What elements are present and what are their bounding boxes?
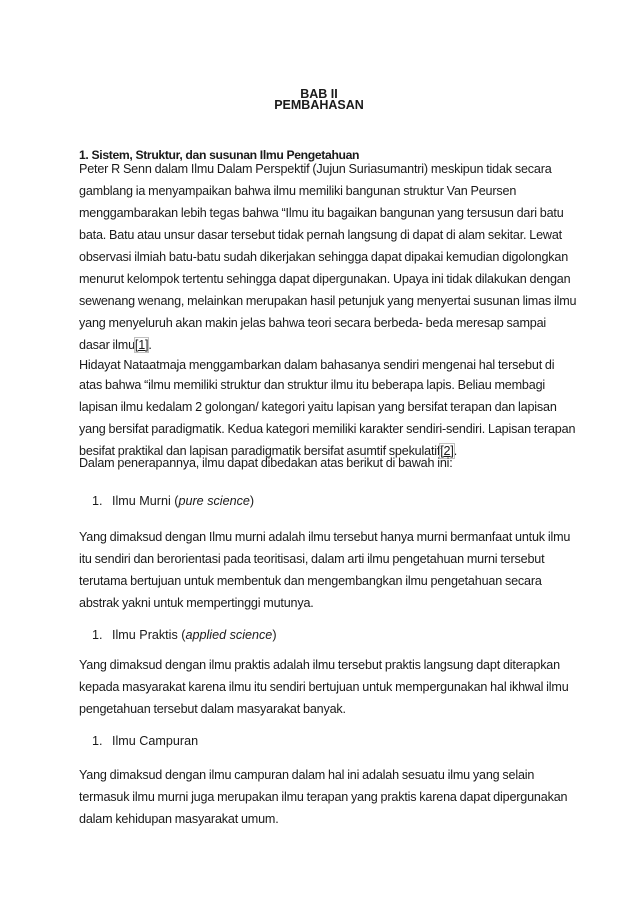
text-line: dalam kehidupan masyarakat umum.	[79, 812, 279, 826]
section-title: 1. Sistem, Struktur, dan susunan Ilmu Pengetahuan	[79, 148, 360, 162]
list-item	[92, 490, 254, 512]
text-line: pengetahuan tersebut dalam masyarakat banyak.	[79, 702, 346, 716]
text-fragment: .	[453, 444, 458, 458]
list-item	[92, 730, 198, 752]
text-line: sewenang wenang, melainkan merupakan hasil petunjuk yang menyertai susunan limas ilmu	[79, 294, 577, 308]
footnote-link-2[interactable]: [2]	[440, 444, 454, 458]
list-label: Ilmu Murni (	[112, 494, 179, 508]
text-line: abstrak yakni untuk mempertinggi mutunya.	[79, 596, 314, 610]
text-line: atas bahwa “ilmu memiliki struktur dan struktur ilmu itu beberapa lapis. Beliau membagi	[79, 378, 546, 392]
list-label: Ilmu Praktis (	[112, 628, 186, 642]
list-term: pure science	[178, 494, 250, 508]
list-number: 1.	[92, 494, 103, 508]
list-close: )	[272, 628, 277, 642]
text-line: gamblang ia menyampaikan bahwa ilmu memiliki bangunan struktur Van Peursen	[79, 184, 517, 198]
paragraph-structure	[79, 158, 577, 462]
text-line: terutama bertujuan untuk membentuk dan mengembangkan ilmu pengetahuan secara	[79, 574, 542, 588]
text-line: Dalam penerapannya, ilmu dapat dibedakan atas berikut di bawah ini:	[79, 456, 453, 470]
text-fragment: besifat praktikal dan lapisan paradigmatik bersifat asumtif spekulatif	[79, 444, 441, 458]
text-line: observasi ilmiah batu-batu sudah dikerjakan sehingga dapat dipakai kemudian digolongkan	[79, 250, 569, 264]
text-line: menurut kelompok tertentu sehingga dapat dipergunakan. Upaya ini tidak dilakukan dengan	[79, 272, 571, 286]
paragraph-intro-list	[79, 452, 569, 474]
chapter-number: BAB II	[300, 87, 338, 101]
paragraph-mixed-science	[79, 764, 569, 830]
text-fragment: dasar ilmu	[79, 338, 135, 352]
text-line	[79, 334, 569, 356]
text-line: yang bersifat paradigmatik. Kedua kategori memiliki karakter sendiri-sendiri. Lapisan terapan	[79, 422, 576, 436]
text-line: menggambarakan lebih tegas bahwa “Ilmu itu bagaikan bangunan yang tersusun dari batu	[79, 206, 564, 220]
chapter-title: PEMBAHASAN	[274, 98, 364, 112]
paragraph-pure-science	[79, 526, 569, 614]
text-line: Yang dimaksud dengan ilmu praktis adalah ilmu tersebut praktis langsung dapt diterapkan	[79, 658, 560, 672]
text-line: yang menyeluruh akan makin jelas bahwa teori secara berbeda- beda meresap sampai	[79, 316, 547, 330]
text-line: kepada masyarakat karena ilmu itu sendiri bertujuan untuk mempergunakan hal ikhwal ilmu	[79, 680, 569, 694]
list-term: applied science	[185, 628, 273, 642]
list-number: 1.	[92, 734, 103, 748]
list-number: 1.	[92, 628, 103, 642]
text-fragment: .	[148, 338, 152, 352]
text-line: Yang dimaksud dengan Ilmu murni adalah ilmu tersebut hanya murni bermanfaat untuk ilmu	[79, 530, 571, 544]
text-line: termasuk ilmu murni juga merupakan ilmu terapan yang praktis karena dapat dipergunakan	[79, 790, 568, 804]
list-label: Ilmu Campuran	[112, 734, 199, 748]
footnote-link-1[interactable]: [1]	[134, 338, 149, 352]
text-line: bata. Batu atau unsur dasar tersebut tidak pernah langsung di dapat di alam sekitar. Lewat	[79, 228, 562, 242]
text-line: Yang dimaksud dengan ilmu campuran dalam hal ini adalah sesuatu ilmu yang selain	[79, 768, 535, 782]
list-close: )	[249, 494, 255, 508]
paragraph-applied-science	[79, 654, 569, 720]
text-line: itu sendiri dan berorientasi pada teoritisasi, dalam arti ilmu pengetahuan murni tersebut	[79, 552, 545, 566]
list-item	[92, 624, 277, 646]
text-line: Peter R Senn dalam Ilmu Dalam Perspektif (Jujun Suriasumantri) meskipun tidak secara	[79, 162, 552, 176]
text-line: lapisan ilmu kedalam 2 golongan/ kategori yaitu lapisan yang bersifat terapan dan lapisan	[79, 400, 557, 414]
text-line: Hidayat Nataatmaja menggambarkan dalam bahasanya sendiri mengenai hal tersebut di	[79, 358, 555, 372]
